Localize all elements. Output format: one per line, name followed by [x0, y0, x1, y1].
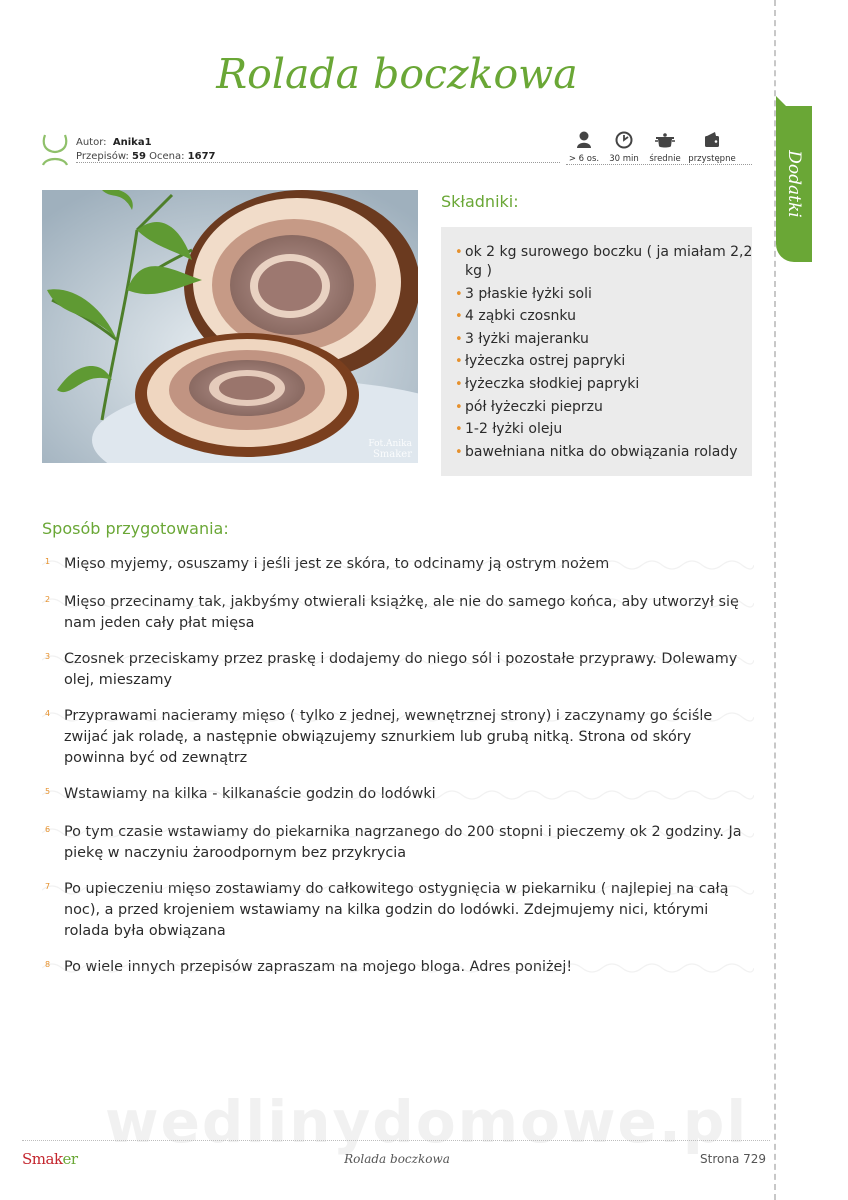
step-text: Mięso myjemy, osuszamy i jeśli jest ze skóra, to odcinamy ją ostrym nożem [64, 556, 610, 572]
recipes-label: Przepisów: [76, 151, 129, 162]
pot-icon [654, 130, 676, 150]
wallet-icon [703, 130, 721, 150]
wave-decoration [42, 596, 754, 610]
preparation-step [42, 879, 754, 942]
step-text: Przyprawami nacieramy mięso ( tylko z jednej, wewnętrznej strony) i zaczynamy go ściśle zwijać jak roladę, a następnie obwiązujemy sznurkiem lub grubą nitką. Strona od skóry powinna być od zewnątrz [64, 708, 713, 766]
photo-caption-line2: Smaker [372, 449, 412, 460]
footer-divider [22, 1140, 770, 1141]
step-number: 7 [45, 882, 51, 891]
wave-decoration [42, 653, 754, 667]
step-text: Po upieczeniu mięso zostawiamy do całkowitego ostygnięcia w piekarniku ( najlepiej na całą noc), a przed krojeniem wstawiamy na kilka godzin do lodówki. Zdejmujemy nici, którymi rolada była obwiązana [64, 881, 729, 939]
meta-servings-label: > 6 os. [568, 154, 600, 164]
ingredient-item: • 4 ząbki czosnku [455, 307, 755, 326]
ingredient-item: • pół łyżeczki pieprzu [455, 398, 755, 417]
step-number: 4 [45, 709, 51, 718]
person-icon [576, 130, 592, 150]
footer-logo-red: Smak [22, 1150, 63, 1168]
photo-caption [368, 439, 412, 460]
meta-time-label: 30 min [609, 154, 639, 164]
step-number: 3 [45, 652, 51, 661]
step-number: 5 [45, 787, 51, 796]
footer-title: Rolada boczkowa [344, 1152, 450, 1166]
preparation-step [42, 554, 754, 575]
meta-servings [566, 130, 602, 164]
preparation-step [42, 957, 754, 978]
preparation-step [42, 592, 754, 634]
photo-caption-line1: Fot.Anika [368, 439, 412, 449]
ingredient-item: • bawełniana nitka do obwiązania rolady [455, 443, 755, 462]
recipes-count: 59 [132, 151, 146, 162]
ingredients-title: Składniki: [441, 192, 519, 211]
step-text: Mięso przecinamy tak, jakbyśmy otwierali książkę, ale nie do samego końca, aby utworzył się nam jeden cały płat mięsa [64, 594, 739, 631]
meta-cost-label: przystępne [688, 154, 736, 164]
preparation-title: Sposób przygotowania: [42, 519, 229, 538]
preparation-step [42, 649, 754, 691]
footer-logo-green: er [62, 1150, 78, 1168]
step-text: Po wiele innych przepisów zapraszam na mojego bloga. Adres poniżej! [64, 959, 573, 975]
author-info [76, 136, 216, 164]
preparation-step [42, 822, 754, 864]
wave-decoration [42, 883, 754, 897]
preparation-step [42, 784, 754, 805]
ingredient-item: • ok 2 kg surowego boczku ( ja miałam 2,2 kg ) [455, 243, 755, 281]
rating-value: 1677 [187, 151, 216, 162]
recipe-title: Rolada boczkowa [216, 50, 578, 98]
wave-decoration [42, 961, 754, 975]
step-number: 8 [45, 960, 51, 969]
step-number: 6 [45, 825, 51, 834]
author-label: Autor: [76, 137, 107, 148]
ingredient-item: • 1-2 łyżki oleju [455, 420, 755, 439]
step-number: 2 [45, 595, 51, 604]
author-divider [76, 162, 560, 163]
ingredient-item: • łyżeczka słodkiej papryki [455, 375, 755, 394]
meta-difficulty [646, 130, 684, 164]
wave-decoration [42, 788, 754, 802]
wave-decoration [42, 558, 754, 572]
rating-label: Ocena: [149, 151, 185, 162]
meta-difficulty-label: średnie [649, 154, 681, 164]
step-text: Czosnek przeciskamy przez praskę i dodajemy do niego sól i pozostałe przyprawy. Dolewamy olej, mieszamy [64, 651, 738, 688]
section-tab[interactable] [776, 106, 812, 262]
wave-decoration [42, 826, 754, 840]
roulade-photo-illustration [42, 190, 418, 463]
wave-decoration [42, 710, 754, 724]
recipe-photo [42, 190, 418, 463]
clock-icon [614, 130, 634, 150]
section-tab-label: Dodatki [784, 150, 804, 218]
meta-cost [686, 130, 738, 164]
preparation-step [42, 706, 754, 769]
step-text: Po tym czasie wstawiamy do piekarnika nagrzanego do 200 stopni i pieczemy ok 2 godziny. Ja piekę w naczyniu żaroodpornym bez przykrycia [64, 824, 742, 861]
step-text: Wstawiamy na kilka - kilkanaście godzin do lodówki [64, 786, 436, 802]
meta-time [604, 130, 644, 164]
ingredient-item: • 3 łyżki majeranku [455, 330, 755, 349]
footer-page-number: Strona 729 [700, 1152, 767, 1166]
author-logo-icon [40, 133, 70, 167]
watermark: wedlinydomowe.pl [105, 1088, 749, 1156]
meta-divider [566, 164, 752, 165]
ingredient-item: • 3 płaskie łyżki soli [455, 285, 755, 304]
ingredient-item: • łyżeczka ostrej papryki [455, 352, 755, 371]
author-name[interactable]: Anika1 [112, 137, 152, 148]
ingredients-box [441, 227, 752, 476]
step-number: 1 [45, 557, 51, 566]
ingredients-list [455, 243, 752, 462]
